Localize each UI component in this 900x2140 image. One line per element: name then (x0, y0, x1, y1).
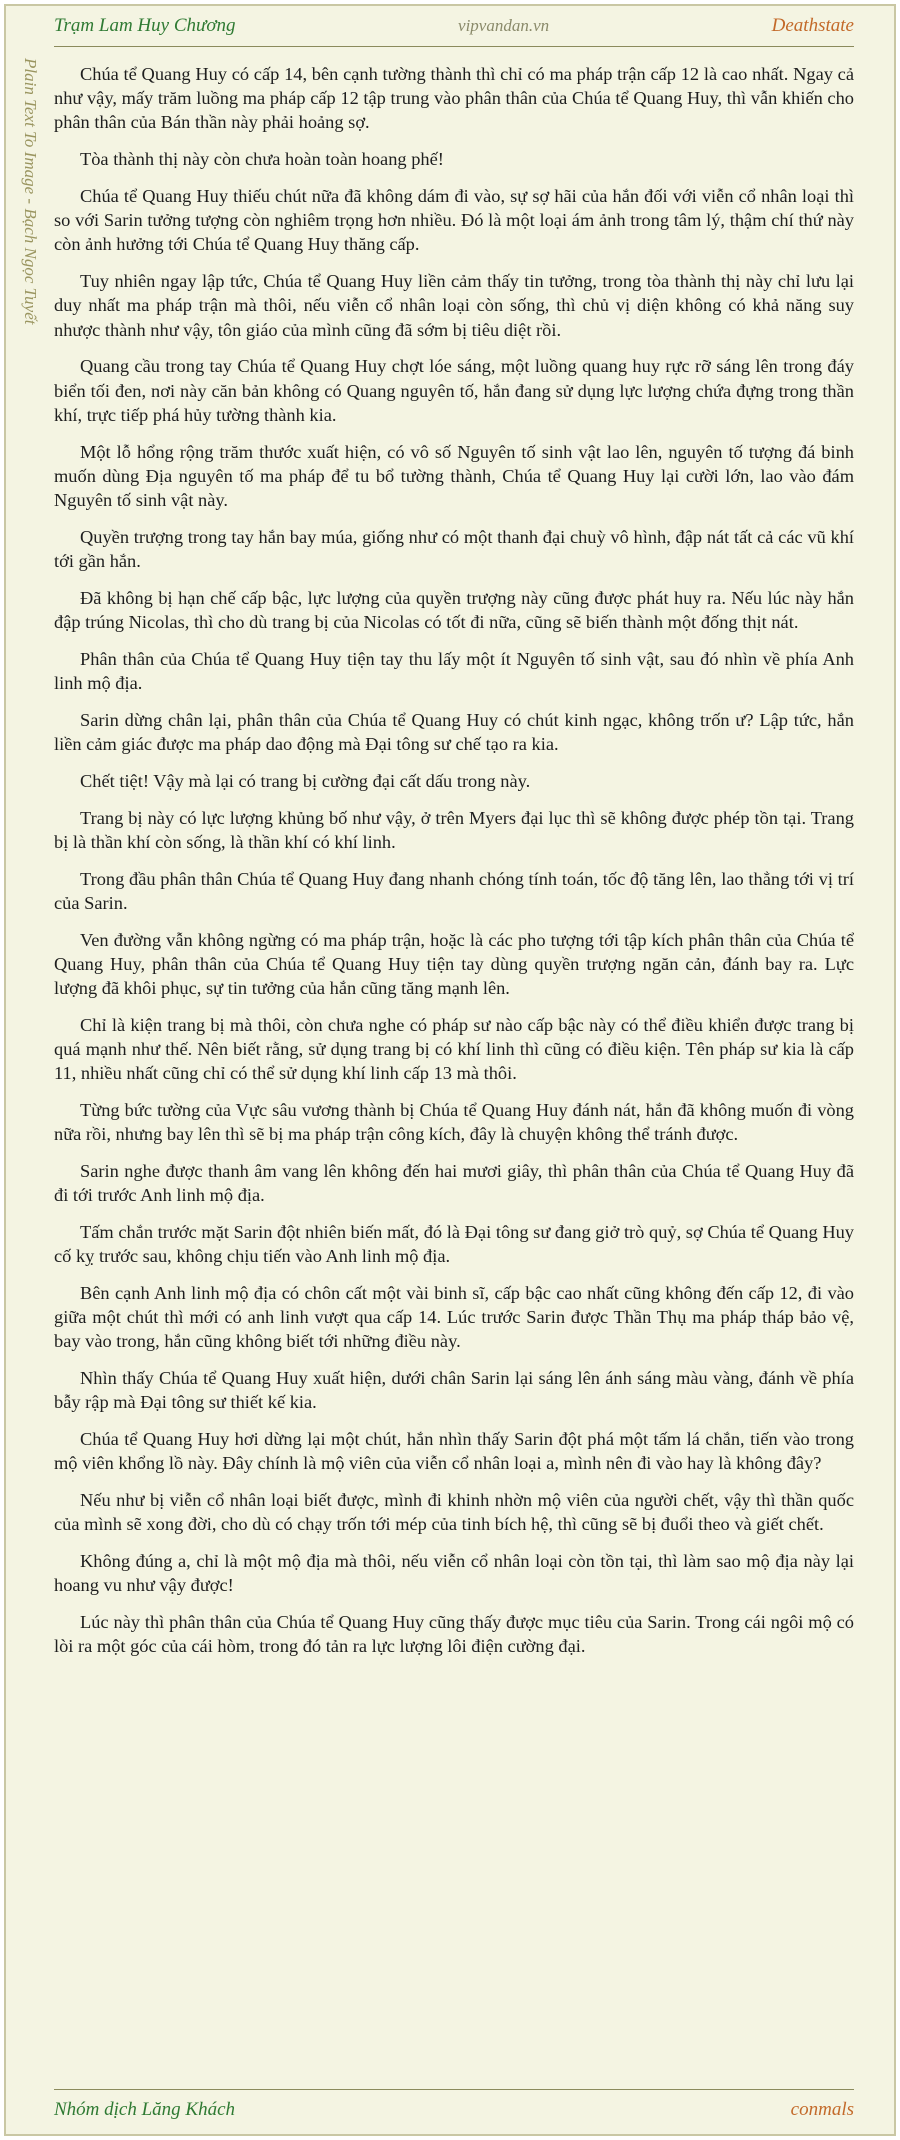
paragraph: Không đúng a, chỉ là một mộ địa mà thôi, nếu viễn cổ nhân loại còn tồn tại, thì làm sao mộ địa này lại hoang vu như vậy được! (54, 1551, 854, 1596)
paragraph: Chúa tể Quang Huy thiếu chút nữa đã không dám đi vào, sự sợ hãi của hắn đối với viễn cổ nhân loại thì so với Sarin tưởng tượng còn nghiêm trọng hơn nhiều. Đó là một loại ám ảnh trong tâm lý, thậm chí thứ này còn ảnh hưởng tới Chúa tể Quang Huy thăng cấp. (54, 186, 854, 255)
page-footer (54, 2089, 854, 2130)
paragraph: Bên cạnh Anh linh mộ địa có chôn cất một vài binh sĩ, cấp bậc cao nhất cũng không đến cấp 12, đi vào giữa một chút thì mới có anh linh vượt qua cấp 14. Lúc trước Sarin được Thần Thụ ma pháp tháp bảo vệ, bay vào trong, hắn cũng không biết tới những điều này. (54, 1283, 854, 1352)
paragraph: Tuy nhiên ngay lập tức, Chúa tể Quang Huy liền cảm thấy tin tưởng, trong tòa thành thị này chỉ lưu lại duy nhất ma pháp trận mà thôi, nếu viễn cổ nhân loại còn sống, thì chủ vị diện không có khả năng suy nhược thành như vậy, tôn giáo của mình cũng đã sớm bị tiêu diệt rồi. (54, 271, 854, 340)
header-site: vipvandan.vn (458, 16, 550, 35)
paragraph: Quang cầu trong tay Chúa tể Quang Huy chợt lóe sáng, một luồng quang huy rực rỡ sáng lên trong đáy biển tối đen, nơi này căn bản không có Quang nguyên tố, hắn đang sử dụng lực lượng chứa đựng trong thần khí, trực tiếp phá hủy tường thành kia. (54, 356, 854, 425)
paragraph: Quyền trượng trong tay hắn bay múa, giống như có một thanh đại chuỳ vô hình, đập nát tất cả các vũ khí tới gần hắn. (54, 526, 854, 572)
footer-group: Nhóm dịch Lăng Khách (54, 2099, 236, 2120)
paragraph: Chúa tể Quang Huy hơi dừng lại một chút, hắn nhìn thấy Sarin đột phá một tấm lá chắn, tiến vào trong mộ viên khổng lồ này. Đây chính là mộ viên của viễn cổ nhân loại a, mình nên đi vào hay là không đây? (54, 1429, 854, 1474)
paragraph: Ven đường vẫn không ngừng có ma pháp trận, hoặc là các pho tượng tới tập kích phân thân của Chúa tể Quang Huy, phân thân của Chúa tể Quang Huy tiện tay dùng quyền trượng ngăn cản, đánh bay ra. Lực lượng đã khôi phục, sự tin tưởng của hắn cũng tăng mạnh lên. (54, 929, 854, 999)
paragraph: Nếu như bị viễn cổ nhân loại biết được, mình đi khinh nhờn mộ viên của người chết, vậy thì thần quốc của mình sẽ xong đời, cho dù có chạy trốn tới mép của tinh bích hệ, thì cũng sẽ bị đuổi theo và giết chết. (54, 1490, 854, 1535)
page-header (54, 6, 854, 47)
paragraph: Chỉ là kiện trang bị mà thôi, còn chưa nghe có pháp sư nào cấp bậc này có thể điều khiển được trang bị quá mạnh như thế. Nên biết rằng, sử dụng trang bị có khí linh thì cũng có điều kiện. Tên pháp sư kia là cấp 11, nhiều nhất cũng chỉ có thể sử dụng khí linh cấp 13 mà thôi. (54, 1014, 854, 1084)
paragraph: Lúc này thì phân thân của Chúa tể Quang Huy cũng thấy được mục tiêu của Sarin. Trong cái ngôi mộ có lòi ra một góc của cái hòm, trong đó tản ra lực lượng lôi điện cường đại. (54, 1612, 854, 1657)
paragraph: Nhìn thấy Chúa tể Quang Huy xuất hiện, dưới chân Sarin lại sáng lên ánh sáng màu vàng, đánh về phía bẫy rập mà Đại tông sư thiết kế kia. (54, 1368, 854, 1413)
paragraph: Trong đầu phân thân Chúa tể Quang Huy đang nhanh chóng tính toán, tốc độ tăng lên, lao thẳng tới vị trí của Sarin. (54, 868, 854, 913)
paragraph: Tòa thành thị này còn chưa hoàn toàn hoang phế! (80, 149, 444, 170)
page (4, 4, 896, 2136)
paragraph: Từng bức tường của Vực sâu vương thành bị Chúa tể Quang Huy đánh nát, hắn đã không muốn đi vòng nữa rồi, nhưng bay lên thì sẽ bị ma pháp trận công kích, đây là chuyện không thể tránh được. (54, 1100, 854, 1145)
sidebar-watermark (10, 58, 50, 398)
paragraph: Sarin nghe được thanh âm vang lên không đến hai mươi giây, thì phân thân của Chúa tể Quang Huy đã đi tới trước Anh linh mộ địa. (54, 1161, 854, 1206)
chapter-body (54, 62, 854, 1671)
sidebar-text: Plain Text To Image - Bạch Ngọc Tuyết (21, 58, 40, 325)
footer-editor: conmals (790, 2099, 854, 2120)
paragraph: Phân thân của Chúa tể Quang Huy tiện tay thu lấy một ít Nguyên tố sinh vật, sau đó nhìn về phía Anh linh mộ địa. (54, 648, 854, 694)
header-title: Trạm Lam Huy Chương (54, 15, 236, 36)
paragraph: Tấm chắn trước mặt Sarin đột nhiên biến mất, đó là Đại tông sư đang giở trò quỷ, sợ Chúa tể Quang Huy cố kỵ trước sau, không chịu tiến vào Anh linh mộ địa. (54, 1222, 854, 1267)
paragraph: Chúa tể Quang Huy có cấp 14, bên cạnh tường thành thì chỉ có ma pháp trận cấp 12 là cao nhất. Ngay cả như vậy, mấy trăm luồng ma pháp cấp 12 tập trung vào phân thân của Chúa tể Quang Huy, thì vẫn khiến cho phân thân của Bán thần này phải hoảng sợ. (54, 64, 854, 133)
paragraph: Chết tiệt! Vậy mà lại có trang bị cường đại cất dấu trong này. (80, 770, 531, 791)
paragraph: Đã không bị hạn chế cấp bậc, lực lượng của quyền trượng này cũng được phát huy ra. Nếu lúc này hắn đập trúng Nicolas, thì cho dù trang bị của Nicolas có tốt đi nữa, cũng sẽ biến thành một đống thịt nát. (54, 587, 854, 633)
paragraph: Một lỗ hổng rộng trăm thước xuất hiện, có vô số Nguyên tố sinh vật lao lên, nguyên tố tượng đá binh muốn dùng Địa nguyên tố ma pháp để tu bổ tường thành, Chúa tể Quang Huy lại cười lớn, lao vào đám Nguyên tố sinh vật này. (54, 441, 854, 511)
header-translator: Deathstate (771, 15, 854, 36)
paragraph: Sarin dừng chân lại, phân thân của Chúa tể Quang Huy có chút kinh ngạc, không trốn ư? Lập tức, hắn liền cảm giác được ma pháp dao động mà Đại tông sư chế tạo ra kia. (54, 709, 854, 755)
paragraph: Trang bị này có lực lượng khủng bố như vậy, ở trên Myers đại lục thì sẽ không được phép tồn tại. Trang bị là thần khí còn sống, là thần khí có khí linh. (54, 807, 854, 852)
